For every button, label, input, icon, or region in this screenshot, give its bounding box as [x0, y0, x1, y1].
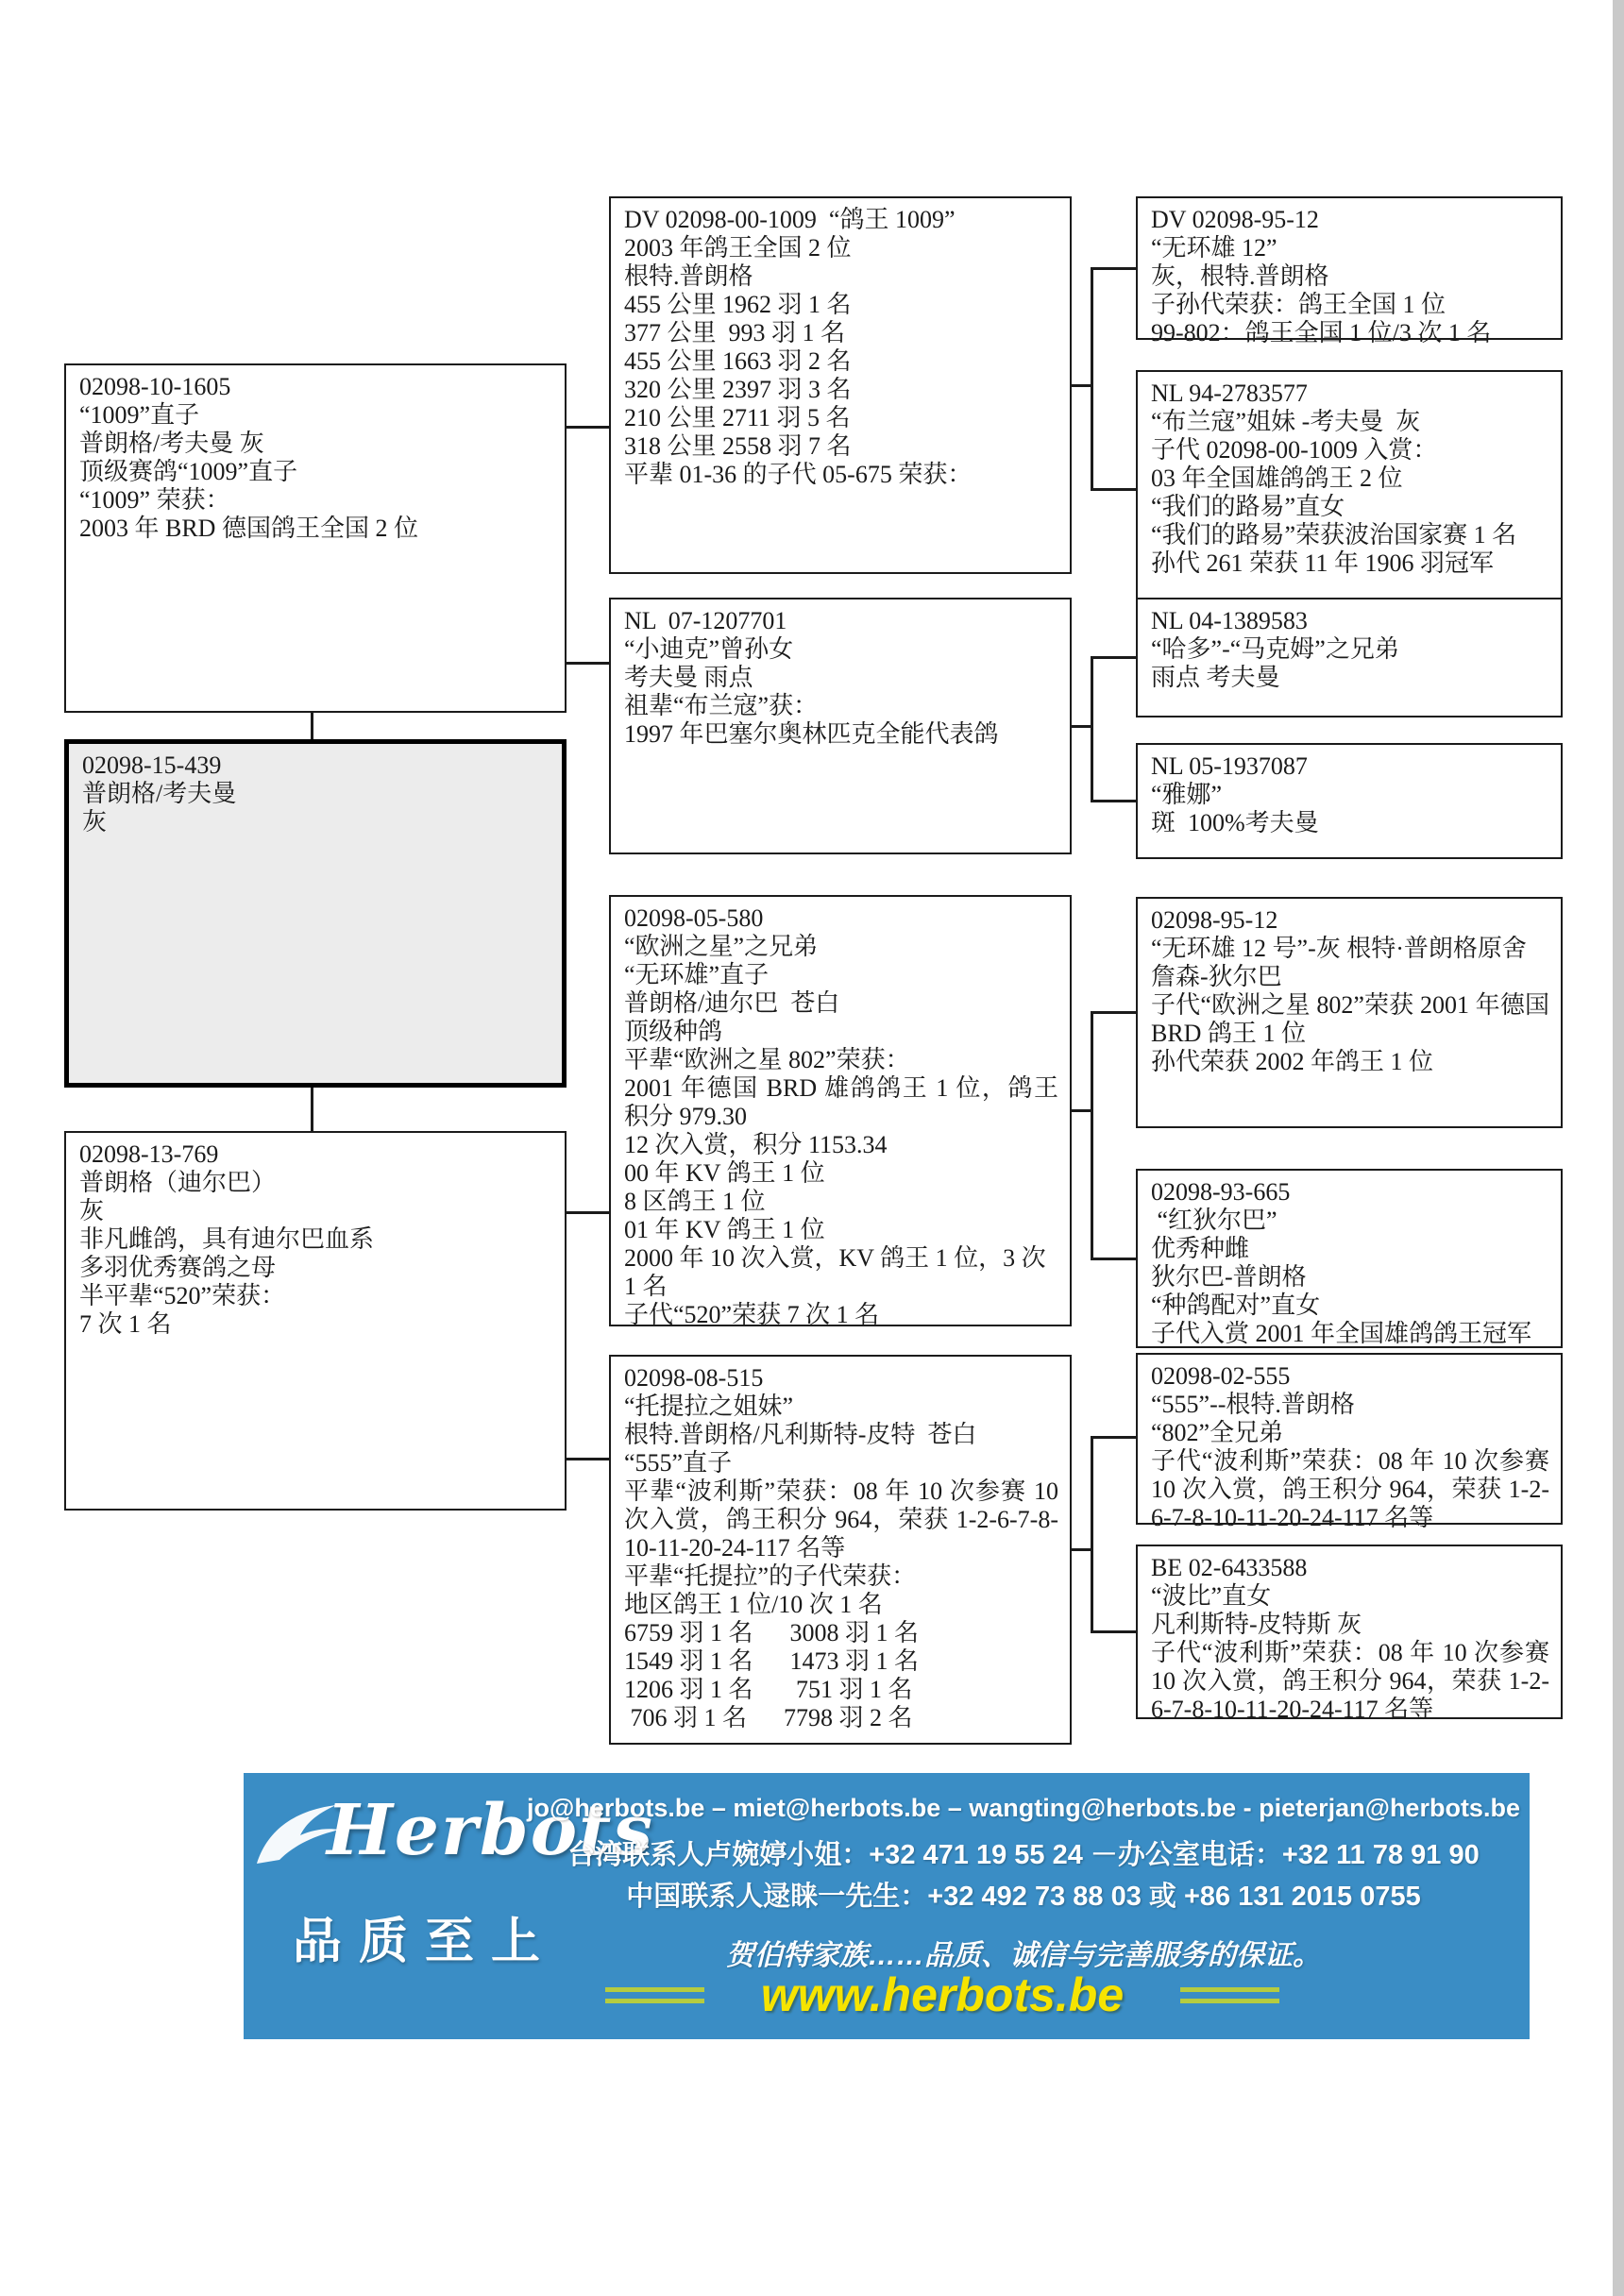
pedigree-text-line: 灰，根特.普朗格	[1151, 262, 1329, 290]
connector-line	[1091, 800, 1136, 802]
banner-family-slogan: 贺伯特家族……品质、诚信与完善服务的保证。	[726, 1940, 1321, 1971]
pedigree-text-line: 普朗格/考夫曼 灰	[79, 430, 264, 457]
pedigree-text-line: 平辈“托提拉”的子代荣获：	[624, 1562, 917, 1590]
pedigree-text-line: 7 次 1 名	[79, 1310, 172, 1338]
pedigree-text-line: 半平辈“520”荣获：	[79, 1282, 286, 1309]
pedigree-box-sire	[64, 363, 567, 713]
banner-emails: jo@herbots.be – miet@herbots.be – wangting@herbots.be - pieterjan@herbots.be	[527, 1794, 1520, 1822]
pedigree-text-line: 非凡雌鸽，具有迪尔巴血系	[79, 1225, 375, 1253]
pedigree-text-line: 平辈“波利斯”荣获：08 年 10 次参赛 10 次入赏，鸽王积分 964，荣获 1-2-6-7-8-10-11-20-24-117 名等	[624, 1477, 1065, 1562]
pedigree-text-line: 平辈“欧洲之星 802”荣获：	[624, 1046, 910, 1073]
pedigree-text-line: 12 次入赏，积分 1153.34	[624, 1131, 888, 1158]
pedigree-text-line: 02098-10-1605	[79, 373, 231, 400]
pedigree-text-line: 02098-13-769	[79, 1140, 219, 1168]
connector-line	[1091, 1011, 1093, 1260]
pedigree-box-great-grandparent-1	[1136, 196, 1563, 346]
pedigree-text-line: 詹森-狄尔巴	[1151, 963, 1282, 990]
connector-line	[567, 426, 609, 429]
pedigree-box-dam	[64, 1131, 567, 1511]
pedigree-text-line: 普朗格/考夫曼	[82, 780, 237, 807]
pedigree-text-line: 平辈 01-36 的子代 05-675 荣获：	[624, 461, 973, 488]
pedigree-text-line: NL 05-1937087	[1151, 752, 1308, 780]
pedigree-text-line: NL 04-1389583	[1151, 607, 1308, 634]
pedigree-text-line: 孙代荣获 2002 年鸽王 1 位	[1151, 1048, 1434, 1075]
decor-dash-left	[605, 1987, 704, 2003]
pedigree-text-line: “种鸽配对”直女	[1151, 1292, 1321, 1319]
pedigree-text-line: “我们的路易”直女	[1151, 493, 1345, 520]
pedigree-box-great-grandparent-5	[1136, 897, 1563, 1128]
pedigree-text-line: 2001 年德国 BRD 雄鸽鸽王 1 位，鸽王积分 979.30	[624, 1074, 1058, 1130]
connector-line	[1091, 656, 1093, 802]
pedigree-text-line: 02098-95-12	[1151, 906, 1278, 934]
pedigree-text-line: “无环雄 12 号”-灰 根特·普朗格原舍	[1151, 935, 1527, 962]
herbots-logo: Herbots	[327, 1790, 654, 1871]
banner-contact-china: 中国联系人逯睐一先生：+32 492 73 88 03 或 +86 131 2015 0755	[626, 1882, 1421, 1912]
pedigree-text-line: 02098-02-555	[1151, 1362, 1291, 1390]
pedigree-text-line: “我们的路易”荣获波治国家赛 1 名	[1151, 521, 1517, 549]
pedigree-text-line: 子孙代荣获：鸽王全国 1 位	[1151, 291, 1446, 318]
scan-edge-artifact	[1613, 0, 1624, 2296]
connector-line	[567, 1211, 609, 1214]
pedigree-text-line: “802”全兄弟	[1151, 1419, 1284, 1446]
pedigree-text-line: 考夫曼 雨点	[624, 664, 753, 691]
pedigree-text-line: “哈多”-“马克姆”之兄弟	[1151, 635, 1399, 663]
pedigree-text-line: 灰	[79, 1197, 105, 1224]
pedigree-text-line: DV 02098-00-1009 “鸽王 1009”	[624, 206, 956, 233]
connector-line	[1091, 1436, 1136, 1439]
pedigree-text-line: “1009” 荣获：	[79, 486, 230, 514]
pedigree-text-line: 顶级赛鸽“1009”直子	[79, 458, 298, 485]
pedigree-text-line: DV 02098-95-12	[1151, 206, 1319, 233]
pedigree-box-great-grandparent-7	[1136, 1353, 1563, 1531]
connector-line	[1072, 1548, 1092, 1551]
pedigree-text-line: 多羽优秀赛鸽之母	[79, 1254, 277, 1281]
pedigree-text-line: 377 公里 993 羽 1 名	[624, 319, 846, 346]
pedigree-box-great-grandparent-6	[1136, 1169, 1563, 1348]
pedigree-text-line: “托提拉之姐妹”	[624, 1393, 794, 1420]
pedigree-box-great-grandparent-8	[1136, 1545, 1563, 1723]
pedigree-text-line: 6759 羽 1 名 3008 羽 1 名	[624, 1619, 920, 1646]
connector-line	[1091, 1011, 1136, 1014]
connector-line	[1091, 1630, 1136, 1633]
pedigree-text-line: 子代“波利斯”荣获：08 年 10 次参赛 10 次入赏，鸽王积分 964，荣获 1-2-6-7-8-10-11-20-24-117 名等	[1151, 1447, 1556, 1531]
pedigree-text-line: 455 公里 1962 羽 1 名	[624, 291, 852, 318]
connector-line	[567, 1458, 609, 1460]
pedigree-text-line: NL 94-2783577	[1151, 380, 1308, 407]
pedigree-text-line: 706 羽 1 名 7798 羽 2 名	[624, 1704, 913, 1731]
pedigree-text-line: 普朗格/迪尔巴 苍白	[624, 989, 840, 1017]
connector-line	[311, 713, 313, 739]
pedigree-text-line: 子代“520”荣获 7 次 1 名	[624, 1301, 880, 1328]
pedigree-text-line: 灰	[82, 808, 108, 836]
pedigree-box-great-grandparent-4	[1136, 743, 1563, 859]
pedigree-text-line: 1206 羽 1 名 751 羽 1 名	[624, 1676, 913, 1703]
pedigree-text-line: “无环雄 12”	[1151, 234, 1277, 262]
pedigree-text-line: “小迪克”曾孙女	[624, 635, 794, 663]
pedigree-text-line: 地区鸽王 1 位/10 次 1 名	[624, 1591, 883, 1618]
connector-line	[1091, 656, 1136, 659]
pedigree-text-line: 02098-15-439	[82, 751, 222, 779]
pedigree-text-line: “555”--根特.普朗格	[1151, 1391, 1355, 1418]
pedigree-text-line: 318 公里 2558 羽 7 名	[624, 432, 852, 460]
connector-line	[311, 1088, 313, 1131]
pedigree-text-line: 2003 年鸽王全国 2 位	[624, 234, 852, 262]
pedigree-text-line: 03 年全国雄鸽鸽王 2 位	[1151, 464, 1403, 492]
pedigree-text-line: 210 公里 2711 羽 5 名	[624, 404, 851, 431]
pedigree-text-line: 02098-08-515	[624, 1364, 764, 1392]
pedigree-text-line: 子代“波利斯”荣获：08 年 10 次参赛 10 次入赏，鸽王积分 964，荣获 1-2-6-7-8-10-11-20-24-117 名等	[1151, 1639, 1556, 1723]
pedigree-text-line: 455 公里 1663 羽 2 名	[624, 347, 852, 375]
pedigree-text-line: 斑 100%考夫曼	[1151, 809, 1319, 836]
connector-line	[1072, 1109, 1092, 1112]
pedigree-text-line: 01 年 KV 鸽王 1 位	[624, 1216, 825, 1243]
pedigree-text-line: 根特.普朗格	[624, 262, 753, 290]
pedigree-box-granddam-paternal	[609, 598, 1072, 854]
pedigree-text-line: 320 公里 2397 羽 3 名	[624, 376, 852, 403]
connector-line	[1072, 725, 1092, 728]
pedigree-text-line: “红狄尔巴”	[1151, 1207, 1277, 1234]
pedigree-text-line: “555”直子	[624, 1449, 733, 1477]
website-url: www.herbots.be	[760, 1968, 1125, 2021]
herbots-banner	[244, 1773, 1530, 2039]
pedigree-text-line: “波比”直女	[1151, 1582, 1272, 1610]
pedigree-text-line: “布兰寇”姐妹 -考夫曼 灰	[1151, 408, 1421, 435]
pedigree-text-line: 00 年 KV 鸽王 1 位	[624, 1159, 825, 1187]
pedigree-text-line: 狄尔巴-普朗格	[1151, 1263, 1307, 1291]
pedigree-text-line: 02098-05-580	[624, 904, 764, 932]
pedigree-text-line: NL 07-1207701	[624, 607, 787, 634]
pedigree-text-line: 子代 02098-00-1009 入赏：	[1151, 436, 1438, 464]
pedigree-text-line: 顶级种鸽	[624, 1018, 723, 1045]
pedigree-text-line: “欧洲之星”之兄弟	[624, 933, 819, 960]
pedigree-box-subject	[64, 739, 567, 1088]
pedigree-text-line: 优秀种雌	[1151, 1235, 1250, 1262]
pedigree-box-grandsire-paternal	[609, 196, 1072, 574]
pedigree-text-line: 普朗格（迪尔巴）	[79, 1169, 277, 1196]
connector-line	[1072, 384, 1092, 387]
connector-line	[1091, 1258, 1136, 1260]
pedigree-text-line: 02098-93-665	[1151, 1178, 1291, 1206]
pedigree-text-line: 2003 年 BRD 德国鸽王全国 2 位	[79, 515, 418, 542]
banner-contact-taiwan: 台湾联系人卢婉婷小姐：+32 471 19 55 24 －办公室电话：+32 11 78 91 90	[567, 1840, 1480, 1870]
connector-line	[1091, 488, 1136, 491]
pedigree-text-line: 99-802：鸽王全国 1 位/3 次 1 名	[1151, 319, 1492, 346]
pedigree-text-line: 2000 年 10 次入赏，KV 鸽王 1 位，3 次 1 名	[624, 1244, 1053, 1300]
pedigree-text-line: 子代“欧洲之星 802”荣获 2001 年德国 BRD 鸽王 1 位	[1151, 991, 1556, 1047]
connector-line	[1091, 267, 1093, 491]
pedigree-text-line: 子代入赏 2001 年全国雄鸽鸽王冠军	[1151, 1320, 1532, 1347]
connector-line	[1091, 267, 1136, 270]
pedigree-text-line: BE 02-6433588	[1151, 1554, 1308, 1581]
pedigree-text-line: 凡利斯特-皮特斯 灰	[1151, 1611, 1362, 1638]
pedigree-text-line: 雨点 考夫曼	[1151, 664, 1280, 691]
pedigree-text-line: 1997 年巴塞尔奥林匹克全能代表鸽	[624, 720, 999, 748]
pedigree-text-line: “1009”直子	[79, 401, 200, 429]
pedigree-text-line: 8 区鸽王 1 位	[624, 1188, 766, 1215]
banner-slogan-cn: 品质至上	[293, 1916, 558, 1969]
connector-line	[1091, 1436, 1093, 1633]
pedigree-box-great-grandparent-2	[1136, 370, 1563, 609]
pedigree-box-great-grandparent-3	[1136, 598, 1563, 718]
pedigree-text-line: “无环雄”直子	[624, 961, 770, 988]
decor-dash-right	[1180, 1987, 1279, 2003]
connector-line	[567, 662, 609, 665]
pedigree-text-line: 根特.普朗格/凡利斯特-皮特 苍白	[624, 1421, 977, 1448]
pedigree-box-granddam-maternal	[609, 1355, 1072, 1745]
pedigree-box-grandsire-maternal	[609, 895, 1072, 1326]
pedigree-text-line: 1549 羽 1 名 1473 羽 1 名	[624, 1647, 920, 1675]
pedigree-text-line: “雅娜”	[1151, 781, 1223, 808]
banner-url-row	[480, 1967, 1405, 2022]
pedigree-text-line: 孙代 261 荣获 11 年 1906 羽冠军	[1151, 549, 1495, 577]
pedigree-text-line: 祖辈“布兰寇”获：	[624, 692, 819, 719]
